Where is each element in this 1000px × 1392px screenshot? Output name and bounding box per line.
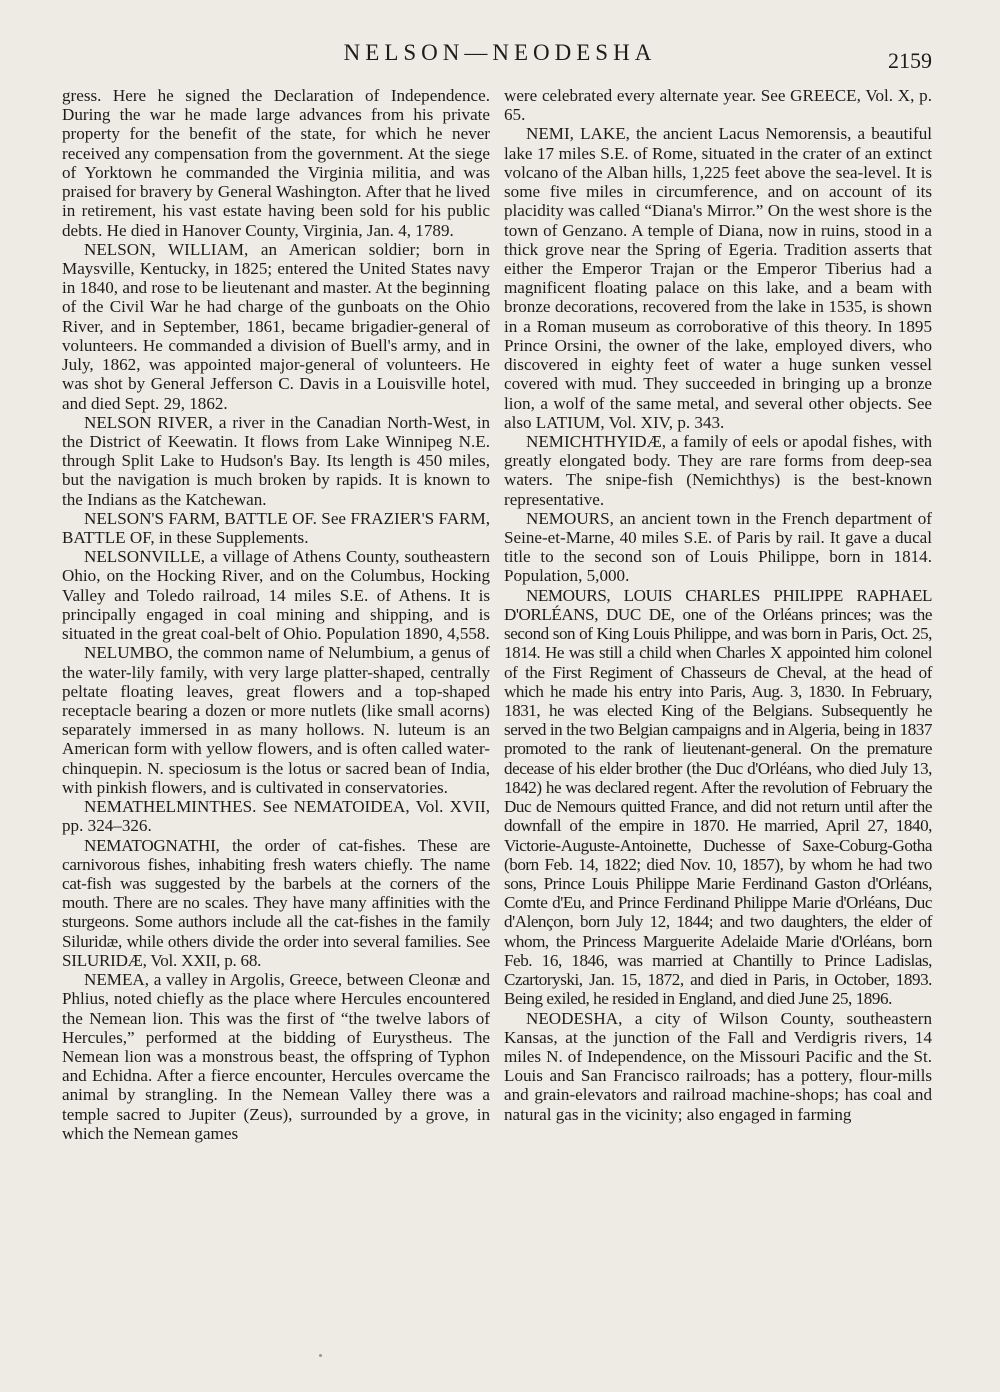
- entry-nemours-town: NEMOURS, an ancient town in the French department of Seine-et-Marne, 40 miles S.E. of Paris by rail. It gave a ducal title to the second son of Louis Philippe, born in 1814. Population, 5,000.: [504, 508, 932, 586]
- entry-continuation-paragraph: gress. Here he signed the Declaration of Independence. During the war he made large advances from his private property for the benefit of the state, for which he never received any compensation from the government. At the siege of Yorktown he commanded the Virginia militia, and was praised for bravery by General Washington. After that he lived in retirement, his vast estate having been sold for his public debts. He died in Hanover County, Virginia, Jan. 4, 1789.: [62, 86, 490, 240]
- entry-nelson-william: NELSON, WILLIAM, an American soldier; born in Maysville, Kentucky, in 1825; entered the United States navy in 1840, and rose to be lieutenant and master. At the beginning of the Civil War he had charge of the gunboats on the Ohio River, and in September, 1861, became brigadier-general of volunteers. He commanded a division of Buell's army, and in July, 1862, was appointed major-general of volunteers. He was shot by General Jefferson C. Davis in a Louisville hotel, and died Sept. 29, 1862.: [62, 239, 490, 413]
- print-speck: [319, 1354, 322, 1357]
- entry-nemi-lake: NEMI, LAKE, the ancient Lacus Nemorensis, a beautiful lake 17 miles S.E. of Rome, situated in the crater of an extinct volcano of the Alban hills, 1,225 feet above the sea-level. It is some five miles in circumference, and on account of its placidity was called “Diana's Mirror.” On the west shore is the town of Genzano. A temple of Diana, now in ruins, stood in a thick grove near the Spring of Egeria. Tradition asserts that either the Emperor Trajan or the Emperor Tiberius had a magnificent floating palace on this lake, and a beam with bronze decorations, recovered from the lake in 1535, is shown in a Roman museum as corroborative of this theory. In 1895 Prince Orsini, the owner of the lake, employed divers, who discovered in eighty feet of water a huge sunken vessel covered with mud. They succeeded in bringing up a bronze lion, a wolf of the same metal, and several other objects. See also LATIUM, Vol. XIV, p. 343.: [504, 124, 932, 432]
- page-number: 2159: [888, 48, 932, 73]
- right-column: [504, 86, 932, 1124]
- entry-nelsons-farm: NELSON'S FARM, BATTLE OF. See FRAZIER'S FARM, BATTLE OF, in these Supplements.: [62, 508, 490, 548]
- running-head: [0, 40, 1000, 80]
- entry-nemathelminthes: NEMATHELMINTHES. See NEMATOIDEA, Vol. XVII, pp. 324–326.: [62, 797, 490, 836]
- entry-nemea: NEMEA, a valley in Argolis, Greece, between Cleonæ and Phlius, noted chiefly as the place where Hercules encountered the Nemean lion. This was the first of “the twelve labors of Hercules,” performed at the bidding of Eurystheus. The Nemean lion was a monstrous beast, the offspring of Typhon and Echidna. After a fierce encounter, Hercules overcame the animal by strangling. In the Nemean Valley there was a temple sacred to Jupiter (Zeus), surrounded by a grove, in which the Nemean games: [62, 970, 490, 1143]
- entry-nelsonville: NELSONVILLE, a village of Athens County, southeastern Ohio, on the Hocking River, and on the Columbus, Hocking Valley and Toledo railroad, 14 miles S.E. of Athens. It is principally engaged in coal mining and shipping, and is situated in the great coal-belt of Ohio. Population 1890, 4,558.: [62, 547, 490, 644]
- entry-nemours-duc: NEMOURS, LOUIS CHARLES PHILIPPE RAPHAEL D'ORLÉANS, DUC DE, one of the Orléans princes; was the second son of King Louis Philippe, and was born in Paris, Oct. 25, 1814. He was still a child when Charles X appointed him colonel of the First Regiment of Chasseurs de Cheval, at the head of which he made his entry into Paris, Aug. 3, 1830. In February, 1831, he was elected King of the Belgians. Subsequently he served in the two Belgian campaigns and in Algeria, being in 1837 promoted to the rank of lieutenant-general. On the premature decease of his elder brother (the Duc d'Orléans, who died July 13, 1842) he was declared regent. After the revolution of February the Duc de Nemours quitted France, and did not return until after the downfall of the empire in 1870. He married, April 27, 1840, Victorie-Auguste-Antoinette, Duchesse of Saxe-Coburg-Gotha (born Feb. 14, 1822; died Nov. 10, 1857), by whom he had two sons, Prince Louis Philippe Marie Ferdinand Gaston d'Orléans, Comte d'Eu, and Prince Ferdinand Philippe Marie d'Orléans, Duc d'Alençon, born July 12, 1844; and two daughters, the elder of whom, the Princess Marguerite Adelaide Marie d'Orléans, born Feb. 16, 1846, was married at Chantilly to Prince Ladislas, Czartoryski, Jan. 15, 1872, and died in Paris, in October, 1893. Being exiled, he resided in England, and died June 25, 1896.: [504, 585, 932, 1009]
- entry-neodesha: NEODESHA, a city of Wilson County, southeastern Kansas, at the junction of the Fall and Verdigris rivers, 14 miles N. of Independence, on the Missouri Pacific and the St. Louis and San Francisco railroads; has a pottery, flour-mills and grain-elevators and railroad machine-shops; has coal and natural gas in the vicinity; also engaged in farming: [504, 1008, 932, 1124]
- entry-nelumbo: NELUMBO, the common name of Nelumbium, a genus of the water-lily family, with very large platter-shaped, centrally peltate floating leaves, great flowers and a top-shaped receptacle bearing a dozen or more nutlets (like small acorns) separately immersed in as many hollows. N. luteum is an American form with yellow flowers, and is often called water-chinquepin. N. speciosum is the lotus or sacred bean of India, with pinkish flowers, and is cultivated in conservatories.: [62, 643, 490, 797]
- page-title: NELSON—NEODESHA: [343, 40, 657, 65]
- entry-nemichthyidae: NEMICHTHYIDÆ, a family of eels or apodal fishes, with greatly elongated body. They are rare forms from deep-sea waters. The snipe-fish (Nemichthys) is the best-known representative.: [504, 431, 932, 509]
- left-column: [62, 86, 490, 1143]
- entry-nematognathi: NEMATOGNATHI, the order of cat-fishes. These are carnivorous fishes, inhabiting fresh waters chiefly. The name cat-fish was suggested by the barbels at the corners of the mouth. There are no scales. They have many affinities with the sturgeons. Some authors include all the cat-fishes in the family Siluridæ, while others divide the order into several families. See SILURIDÆ, Vol. XXII, p. 68.: [62, 835, 490, 970]
- entry-nelson-river: NELSON RIVER, a river in the Canadian North-West, in the District of Keewatin. It flows from Lake Winnipeg N.E. through Split Lake to Hudson's Bay. Its length is 450 miles, but the navigation is much broken by rapids. It is known to the Indians as the Katchewan.: [62, 412, 490, 509]
- entry-nemea-continuation: were celebrated every alternate year. See GREECE, Vol. X, p. 65.: [504, 86, 932, 125]
